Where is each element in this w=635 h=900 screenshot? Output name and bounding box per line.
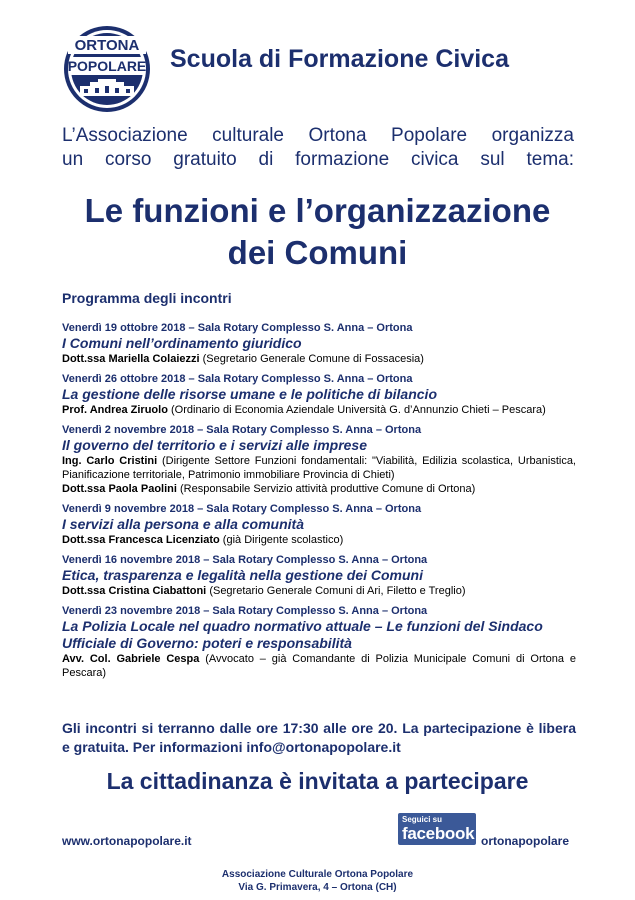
meeting-item [62,554,576,598]
speaker [62,352,576,366]
speaker-name: Dott.ssa Mariella Colaiezzi [62,353,200,365]
meeting-date: Venerdì 2 novembre 2018 – Sala Rotary Complesso S. Anna – Ortona [62,424,422,436]
website-link[interactable]: www.ortonapopolare.it [62,834,192,848]
program-heading: Programma degli incontri [62,290,232,306]
meeting-topic: La gestione delle risorse umane e le politiche di bilancio [62,386,437,402]
meeting-date: Venerdì 19 ottobre 2018 – Sala Rotary Complesso S. Anna – Ortona [62,322,413,334]
closing-info: Gli incontri si terranno dalle ore 17:30 alle ore 20. La partecipazione è libera e gratuita. Per informazioni info@ortonapopolare.it [62,720,576,755]
speaker-role: (Dirigente Settore Funzioni fondamentali: "Viabilità, Edilizia scolastica, Urbanistica, Pianificazione territoriale, Patrimonio immobiliare Provincia di Chieti) [62,455,576,481]
meeting-date: Venerdì 9 novembre 2018 – Sala Rotary Complesso S. Anna – Ortona [62,503,422,515]
speaker-role: (Segretario Generale Comuni di Ari, Filetto e Treglio) [209,585,466,597]
meeting-topic: Etica, trasparenza e legalità nella gestione dei Comuni [62,567,423,583]
meeting-item [62,503,576,547]
footer-address [30,868,605,894]
meeting-topic: La Polizia Locale nel quadro normativo attuale – Le funzioni del Sindaco Ufficiale di Governo: poteri e responsabilità [62,618,543,651]
speaker-name: Prof. Andrea Ziruolo [62,404,168,416]
speaker-name: Dott.ssa Paola Paolini [62,483,177,495]
meeting-item [62,322,576,366]
facebook-caption: Seguici su [402,815,443,824]
meeting-topic: Il governo del territorio e i servizi alle imprese [62,437,367,453]
speaker-role: (Ordinario di Economia Aziendale Università G. d’Annunzio Chieti – Pescara) [171,404,546,416]
speaker [62,652,576,680]
speaker-role: (Avvocato – già Comandante di Polizia Municipale Comuni di Ortona e Pescara) [62,653,576,679]
headline-line-1: Le funzioni e l’organizzazione [84,192,551,229]
facebook-handle[interactable]: ortonapopolare [481,834,570,848]
meeting-item [62,605,576,680]
speaker-role: (Responsabile Servizio attività produttive Comune di Ortona) [179,483,476,495]
meetings-list [62,322,576,687]
meeting-date: Venerdì 23 novembre 2018 – Sala Rotary Complesso S. Anna – Ortona [62,605,428,617]
invitation-line: La cittadinanza è invitata a partecipare [106,768,529,794]
speaker-role: (Segretario Generale Comune di Fossacesia) [202,353,424,365]
speaker-name: Dott.ssa Cristina Ciabattoni [62,585,207,597]
meeting-date: Venerdì 16 novembre 2018 – Sala Rotary Complesso S. Anna – Ortona [62,554,428,566]
logo-text-bottom: POPOLARE [67,58,147,74]
intro-line-2: un corso gratuito di formazione civica sul tema: [62,149,574,170]
intro-line-1: L’Associazione culturale Ortona Popolare organizza [62,125,574,146]
logo-text-top: ORTONA [74,37,140,54]
meeting-item [62,373,576,417]
headline-line-2: dei Comuni [227,234,408,271]
speaker-name: Ing. Carlo Cristini [62,455,158,467]
facebook-badge[interactable] [398,813,476,845]
speaker [62,454,576,482]
document-title: Scuola di Formazione Civica [170,45,509,73]
facebook-logo: facebook [402,824,475,843]
meeting-date: Venerdì 26 ottobre 2018 – Sala Rotary Complesso S. Anna – Ortona [62,373,413,385]
speaker [62,403,576,417]
speaker-role: (già Dirigente scolastico) [222,534,344,546]
meeting-topic: I Comuni nell’ordinamento giuridico [62,335,302,351]
meeting-topic: I servizi alla persona e alla comunità [62,516,304,532]
speaker [62,584,576,598]
speaker-name: Avv. Col. Gabriele Cespa [62,653,200,665]
speaker-name: Dott.ssa Francesca Licenziato [62,534,220,546]
meeting-item [62,424,576,496]
speaker [62,482,576,496]
intro-text [62,124,574,172]
footer-line-1: Associazione Culturale Ortona Popolare [221,869,414,880]
course-headline [30,190,605,274]
ortona-popolare-logo [62,24,152,114]
footer-line-2: Via G. Primavera, 4 – Ortona (CH) [238,882,397,893]
speaker [62,533,576,547]
